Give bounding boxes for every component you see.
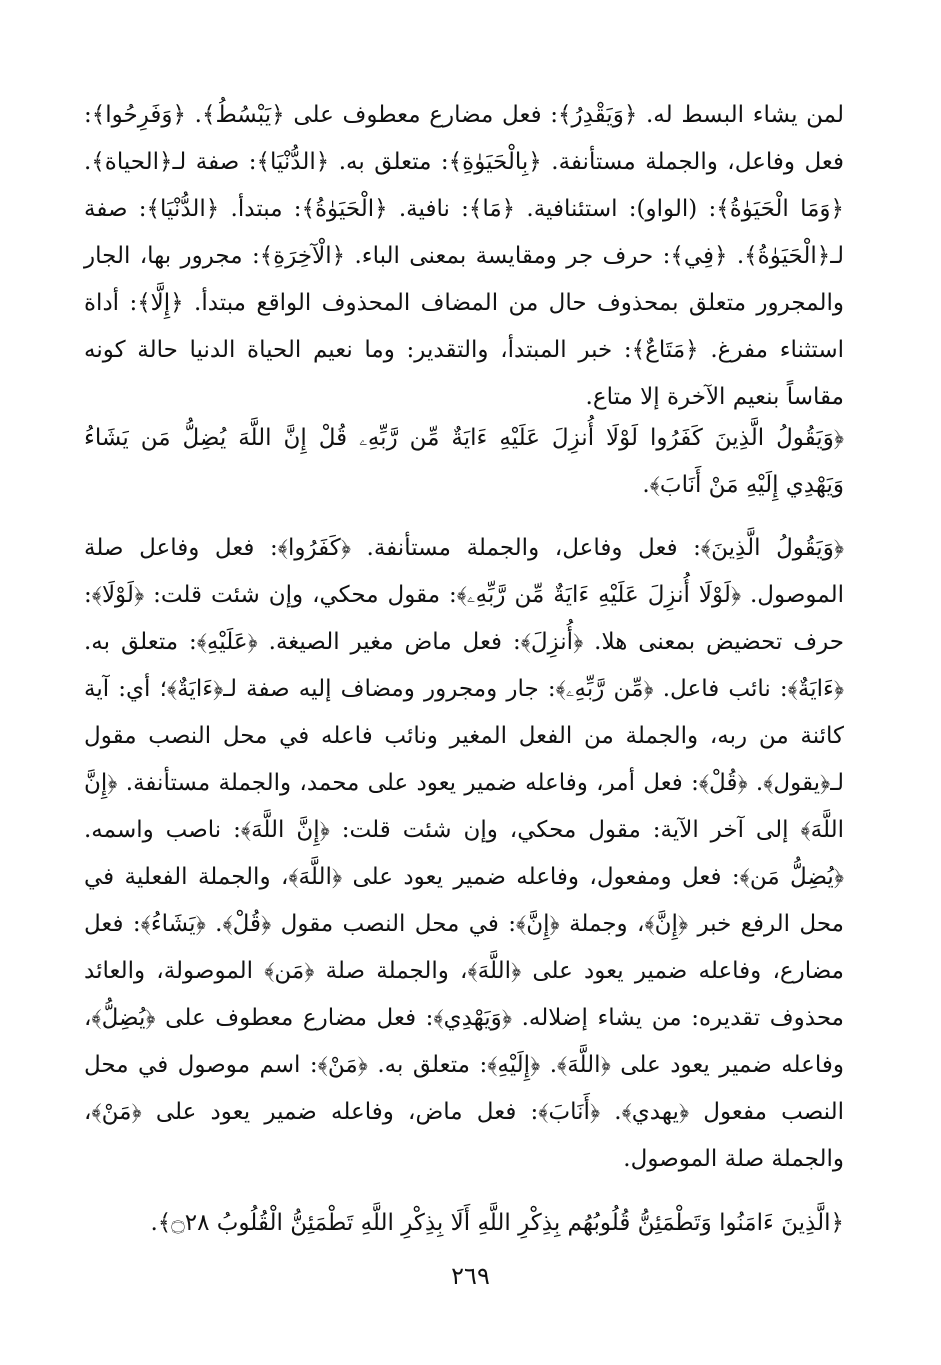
page-number: ٢٦٩ <box>451 1262 490 1290</box>
quran-verse-1: ﴿وَيَقُولُ الَّذِينَ كَفَرُوا لَوْلَا أُنزِلَ عَلَيْهِ ءَايَةٌ مِّن رَّبِّهِۦ قُلْ إِنَّ اللَّهَ يُضِلُّ مَن يَشَاءُ وَيَهْدِي إِلَيْهِ مَنْ أَنَابَ﴾. <box>84 425 844 498</box>
commentary-paragraph-1: لمن يشاء البسط له. ﴿وَيَقْدِرُ﴾: فعل مضارع معطوف على ﴿يَبْسُطُ﴾. ﴿وَفَرِحُوا﴾: فعل وفاعل، والجملة مستأنفة. ﴿بِالْحَيَوٰةِ﴾: متعلق به. ﴿الدُّنْيَا﴾: صفة لـ﴿الحياة﴾. ﴿وَمَا الْحَيَوٰةُ﴾: (الواو): استئنافية. ﴿مَا﴾: نافية. ﴿الْحَيَوٰةُ﴾: مبتدأ. ﴿الدُّنْيَا﴾: صفة لـ﴿الْحَيَوٰةُ﴾. ﴿فِي﴾: حرف جر ومقايسة بمعنى الباء. ﴿الْآخِرَةِ﴾: مجرور بها، الجار والمجرور متعلق بمحذوف حال من المضاف المحذوف الواقع مبتدأ. ﴿إِلَّا﴾: أداة استثناء مفرغ. ﴿مَتَاعٌ﴾: خبر المبتدأ، والتقدير: وما نعيم الحياة الدنيا حالة كونه مقاساً بنعيم الآخرة إلا متاع. <box>84 102 844 410</box>
quran-verse-2: ﴿الَّذِينَ ءَامَنُوا وَتَطْمَئِنُّ قُلُوبُهُم بِذِكْرِ اللَّهِ أَلَا بِذِكْرِ اللَّهِ تَطْمَئِنُّ الْقُلُوبُ ۝٢٨﴾. <box>150 1210 844 1236</box>
commentary-paragraph-2: ﴿وَيَقُولُ الَّذِينَ﴾: فعل وفاعل، والجملة مستأنفة. ﴿كَفَرُوا﴾: فعل وفاعل صلة الموصول. ﴿لَوْلَا أُنزِلَ عَلَيْهِ ءَايَةٌ مِّن رَّبِّهِۦ﴾: مقول محكي، وإن شئت قلت: ﴿لَوْلَا﴾: حرف تحضيض بمعنى هلا. ﴿أُنزِلَ﴾: فعل ماض مغير الصيغة. ﴿عَلَيْهِ﴾: متعلق به. ﴿ءَايَةٌ﴾: نائب فاعل. ﴿مِّن رَّبِّهِۦ﴾: جار ومجرور ومضاف إليه صفة لـ﴿ءَايَةٌ﴾؛ أي: آية كائنة من ربه، والجملة من الفعل المغير ونائب فاعله في محل النصب مقول لـ﴿يقول﴾. ﴿قُلْ﴾: فعل أمر، وفاعله ضمير يعود على محمد، والجملة مستأنفة. ﴿إِنَّ اللَّهَ﴾ إلى آخر الآية: مقول محكي، وإن شئت قلت: ﴿إِنَّ اللَّهَ﴾: ناصب واسمه. ﴿يُضِلُّ مَن﴾: فعل ومفعول، وفاعله ضمير يعود على ﴿اللَّهَ﴾، والجملة الفعلية في محل الرفع خبر ﴿إِنَّ﴾، وجملة ﴿إِنَّ﴾: في محل النصب مقول ﴿قُلْ﴾. ﴿يَشَاءُ﴾: فعل مضارع، وفاعله ضمير يعود على ﴿اللَّهَ﴾، والجملة صلة ﴿مَن﴾ الموصولة، والعائد محذوف تقديره: من يشاء إضلاله. ﴿وَيَهْدِي﴾: فعل مضارع معطوف على ﴿يُضِلُّ﴾، وفاعله ضمير يعود على ﴿اللَّهَ﴾. ﴿إِلَيْهِ﴾: متعلق به. ﴿مَنْ﴾: اسم موصول في محل النصب مفعول ﴿يهدي﴾. ﴿أَنَابَ﴾: فعل ماض، وفاعله ضمير يعود على ﴿مَنْ﴾، والجملة صلة الموصول. <box>84 535 844 1172</box>
